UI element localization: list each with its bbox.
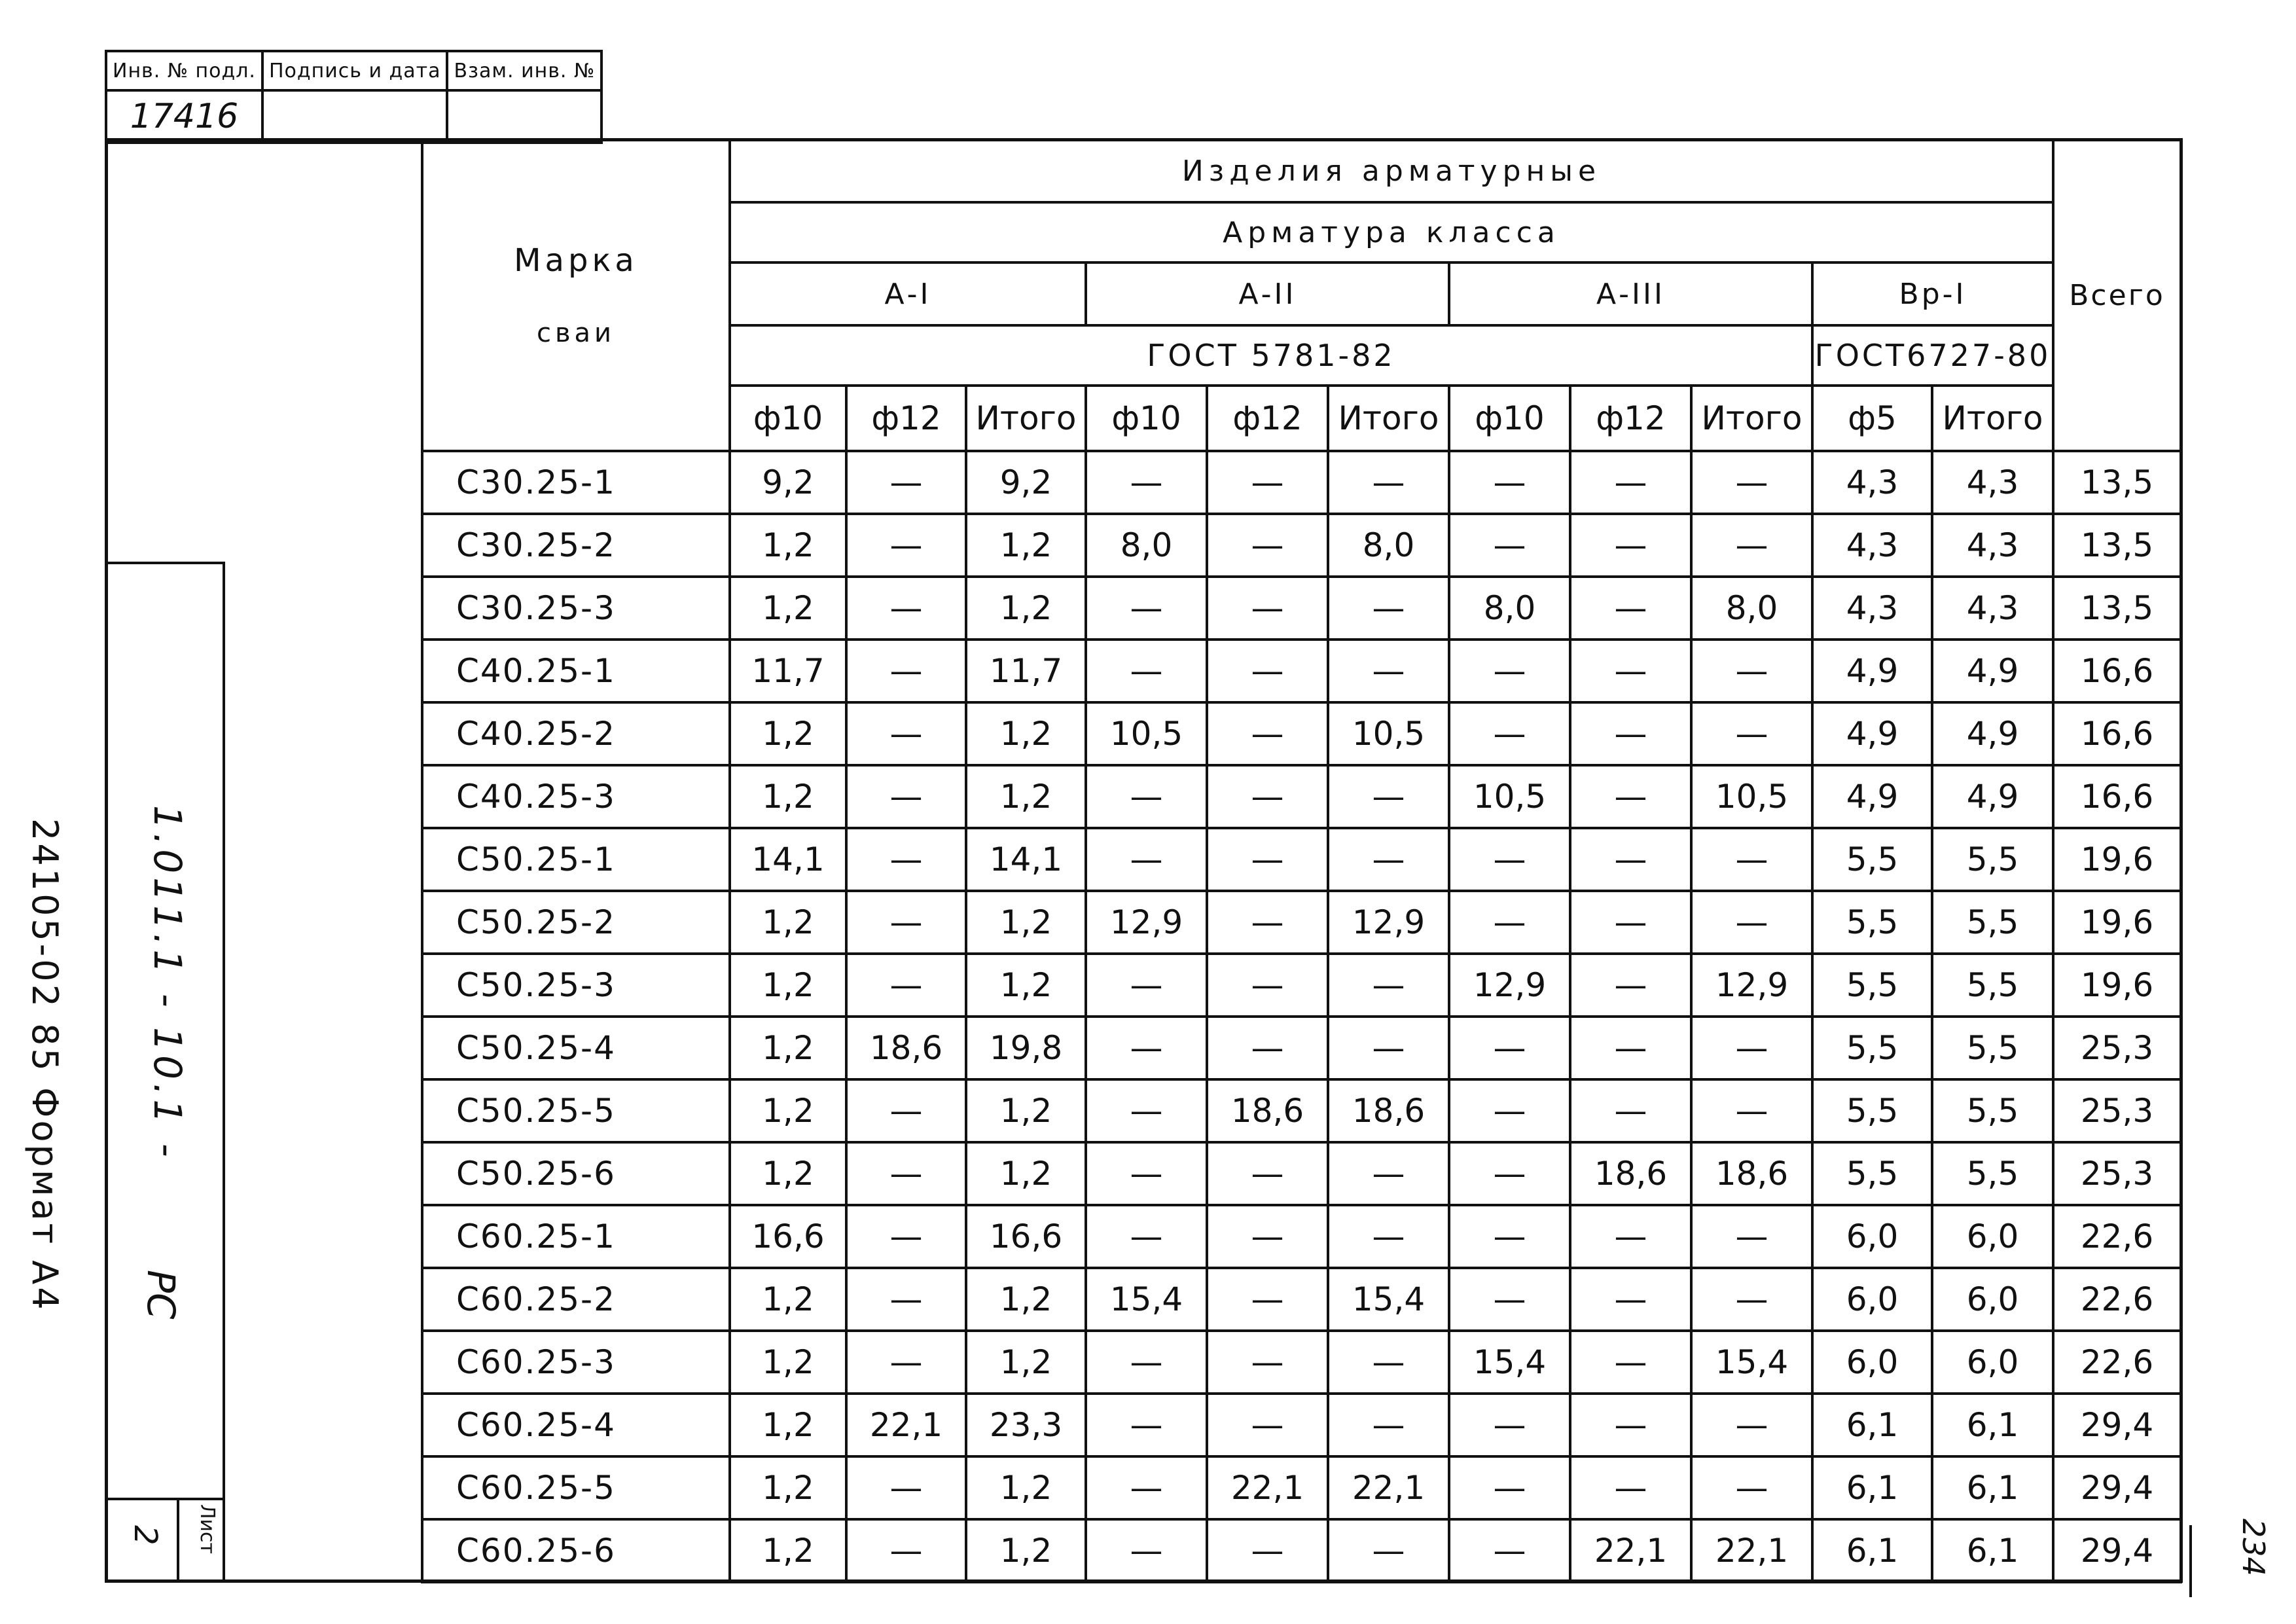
- value-cell: 18,6: [846, 1017, 966, 1079]
- value-cell: 4,9: [1812, 765, 1932, 828]
- value-cell: 5,5: [1812, 1142, 1932, 1205]
- value-cell: —: [846, 1331, 966, 1394]
- column-subheader: Итого: [1932, 386, 2053, 451]
- value-cell: —: [1691, 451, 1812, 514]
- pile-mark-cell: С60.25-2: [422, 1268, 730, 1331]
- value-cell: 5,5: [1932, 1017, 2053, 1079]
- sheet-number: 2: [127, 1525, 164, 1545]
- value-cell: 22,1: [1570, 1519, 1691, 1582]
- pile-mark-cell: С50.25-1: [422, 828, 730, 891]
- sheet-label: Лист: [196, 1504, 219, 1555]
- value-cell: 6,0: [1932, 1331, 2053, 1394]
- value-cell: —: [1449, 828, 1570, 891]
- value-cell: —: [1207, 514, 1328, 577]
- value-cell: —: [1691, 1079, 1812, 1142]
- total-cell: 25,3: [2053, 1079, 2181, 1142]
- value-cell: 1,2: [730, 1017, 846, 1079]
- pile-mark-cell: С30.25-1: [422, 451, 730, 514]
- value-cell: 5,5: [1812, 828, 1932, 891]
- value-cell: 1,2: [966, 1079, 1086, 1142]
- value-cell: 6,1: [1812, 1394, 1932, 1456]
- value-cell: —: [1328, 577, 1449, 640]
- table-row: [422, 1331, 2181, 1394]
- table-row: [422, 891, 2181, 954]
- value-cell: —: [1691, 1394, 1812, 1456]
- value-cell: 1,2: [966, 891, 1086, 954]
- table-row: [422, 1017, 2181, 1079]
- value-cell: —: [1449, 1268, 1570, 1331]
- value-cell: 4,3: [1812, 451, 1932, 514]
- value-cell: —: [1086, 577, 1207, 640]
- value-cell: —: [1207, 891, 1328, 954]
- column-subheader: ф5: [1812, 386, 1932, 451]
- total-cell: 19,6: [2053, 828, 2181, 891]
- inv-header: Инв. № подл.: [106, 51, 262, 90]
- total-cell: 16,6: [2053, 702, 2181, 765]
- value-cell: —: [1086, 1142, 1207, 1205]
- page-number-line: [2189, 1525, 2192, 1597]
- pile-mark-cell: С40.25-3: [422, 765, 730, 828]
- column-subheader: ф12: [846, 386, 966, 451]
- total-cell: 13,5: [2053, 514, 2181, 577]
- value-cell: 5,5: [1932, 828, 2053, 891]
- value-cell: 18,6: [1328, 1079, 1449, 1142]
- value-cell: 1,2: [966, 1519, 1086, 1582]
- sheet-box-top-line: [105, 1498, 225, 1500]
- value-cell: 1,2: [730, 1079, 846, 1142]
- table-row: [422, 1394, 2181, 1456]
- value-cell: 14,1: [730, 828, 846, 891]
- total-cell: 25,3: [2053, 1142, 2181, 1205]
- value-cell: —: [1449, 702, 1570, 765]
- pile-mark-cell: С50.25-2: [422, 891, 730, 954]
- value-cell: —: [1570, 1394, 1691, 1456]
- value-cell: 1,2: [966, 514, 1086, 577]
- value-cell: —: [1086, 828, 1207, 891]
- value-cell: —: [1328, 1017, 1449, 1079]
- pile-mark-cell: С60.25-5: [422, 1456, 730, 1519]
- column-subheader: ф12: [1207, 386, 1328, 451]
- value-cell: —: [1449, 1142, 1570, 1205]
- side-column-line: [223, 563, 225, 1581]
- value-cell: —: [846, 1079, 966, 1142]
- value-cell: 23,3: [966, 1394, 1086, 1456]
- value-cell: 14,1: [966, 828, 1086, 891]
- column-subheader: ф12: [1570, 386, 1691, 451]
- value-cell: —: [1691, 1205, 1812, 1268]
- value-cell: 4,3: [1932, 514, 2053, 577]
- value-cell: —: [1570, 954, 1691, 1017]
- marka-header-line2: сваи: [536, 318, 616, 348]
- value-cell: —: [846, 702, 966, 765]
- value-cell: 8,0: [1449, 577, 1570, 640]
- pile-mark-cell: С60.25-6: [422, 1519, 730, 1582]
- value-cell: 6,1: [1812, 1456, 1932, 1519]
- value-cell: —: [1086, 451, 1207, 514]
- value-cell: 6,1: [1932, 1456, 2053, 1519]
- value-cell: 1,2: [730, 1519, 846, 1582]
- value-cell: 4,9: [1932, 765, 2053, 828]
- value-cell: 5,5: [1932, 891, 2053, 954]
- value-cell: —: [1570, 891, 1691, 954]
- rebar-specification-table: [421, 138, 2182, 1583]
- value-cell: 6,1: [1812, 1519, 1932, 1582]
- value-cell: 5,5: [1932, 954, 2053, 1017]
- value-cell: 11,7: [730, 640, 846, 702]
- value-cell: 6,0: [1932, 1268, 2053, 1331]
- value-cell: 1,2: [966, 1331, 1086, 1394]
- value-cell: —: [1086, 1079, 1207, 1142]
- value-cell: —: [1207, 1331, 1328, 1394]
- table-row: [422, 1079, 2181, 1142]
- value-cell: —: [1570, 828, 1691, 891]
- value-cell: —: [1449, 1394, 1570, 1456]
- value-cell: —: [1086, 765, 1207, 828]
- value-cell: —: [1570, 514, 1691, 577]
- pile-mark-cell: С50.25-5: [422, 1079, 730, 1142]
- class-vr1-header: Вр-I: [1812, 262, 2053, 325]
- value-cell: —: [1570, 640, 1691, 702]
- value-cell: 6,0: [1932, 1205, 2053, 1268]
- value-cell: 10,5: [1086, 702, 1207, 765]
- value-cell: —: [846, 1519, 966, 1582]
- value-cell: —: [1207, 1519, 1328, 1582]
- value-cell: —: [1691, 514, 1812, 577]
- page-number: 234: [2236, 1519, 2271, 1576]
- frame-left-line: [105, 141, 108, 1583]
- value-cell: —: [1207, 1205, 1328, 1268]
- value-cell: 6,0: [1812, 1205, 1932, 1268]
- table-row: [422, 1456, 2181, 1519]
- value-cell: 1,2: [966, 577, 1086, 640]
- value-cell: 15,4: [1449, 1331, 1570, 1394]
- value-cell: —: [1449, 1456, 1570, 1519]
- value-cell: 4,3: [1932, 451, 2053, 514]
- pile-mark-cell: С30.25-2: [422, 514, 730, 577]
- total-cell: 13,5: [2053, 451, 2181, 514]
- value-cell: —: [846, 1456, 966, 1519]
- total-cell: 19,6: [2053, 954, 2181, 1017]
- value-cell: —: [1207, 1268, 1328, 1331]
- group-header: Изделия арматурные: [730, 139, 2053, 202]
- value-cell: —: [1086, 1205, 1207, 1268]
- table-row: [422, 1268, 2181, 1331]
- table-row: [422, 702, 2181, 765]
- total-cell: 29,4: [2053, 1456, 2181, 1519]
- order-text: 24105-02 85 Формат А4: [24, 818, 65, 1312]
- value-cell: 1,2: [730, 891, 846, 954]
- value-cell: 16,6: [730, 1205, 846, 1268]
- stamp-block: [105, 50, 603, 144]
- value-cell: 12,9: [1449, 954, 1570, 1017]
- marka-header-line1: Марка: [514, 242, 638, 279]
- value-cell: 1,2: [966, 702, 1086, 765]
- value-cell: 8,0: [1086, 514, 1207, 577]
- value-cell: —: [1328, 828, 1449, 891]
- value-cell: 12,9: [1328, 891, 1449, 954]
- value-cell: —: [1207, 1017, 1328, 1079]
- total-cell: 22,6: [2053, 1205, 2181, 1268]
- value-cell: 10,5: [1328, 702, 1449, 765]
- pile-mark-cell: С40.25-1: [422, 640, 730, 702]
- value-cell: —: [846, 640, 966, 702]
- value-cell: 22,1: [1691, 1519, 1812, 1582]
- value-cell: 5,5: [1812, 954, 1932, 1017]
- value-cell: 1,2: [730, 1394, 846, 1456]
- side-column-top-line: [105, 562, 225, 564]
- value-cell: —: [1328, 1205, 1449, 1268]
- value-cell: —: [846, 891, 966, 954]
- value-cell: 4,9: [1932, 702, 2053, 765]
- total-cell: 22,6: [2053, 1331, 2181, 1394]
- value-cell: 18,6: [1570, 1142, 1691, 1205]
- value-cell: —: [1570, 765, 1691, 828]
- sheet-box-divider: [177, 1499, 179, 1581]
- pile-mark-cell: С50.25-3: [422, 954, 730, 1017]
- value-cell: 5,5: [1812, 1079, 1932, 1142]
- total-cell: 16,6: [2053, 765, 2181, 828]
- value-cell: 1,2: [730, 702, 846, 765]
- value-cell: —: [1086, 1331, 1207, 1394]
- value-cell: —: [1570, 1331, 1691, 1394]
- value-cell: —: [1086, 954, 1207, 1017]
- column-subheader: ф10: [730, 386, 846, 451]
- value-cell: —: [1449, 1519, 1570, 1582]
- value-cell: —: [846, 514, 966, 577]
- value-cell: —: [1207, 765, 1328, 828]
- value-cell: 10,5: [1691, 765, 1812, 828]
- value-cell: —: [1328, 954, 1449, 1017]
- table-row: [422, 451, 2181, 514]
- value-cell: 15,4: [1328, 1268, 1449, 1331]
- value-cell: 1,2: [730, 765, 846, 828]
- value-cell: 6,0: [1812, 1268, 1932, 1331]
- value-cell: 1,2: [730, 1456, 846, 1519]
- value-cell: —: [1691, 1456, 1812, 1519]
- stage-code: РС: [139, 1270, 183, 1320]
- value-cell: 5,5: [1932, 1079, 2053, 1142]
- value-cell: 1,2: [730, 1268, 846, 1331]
- value-cell: —: [1449, 1017, 1570, 1079]
- value-cell: —: [1086, 1017, 1207, 1079]
- total-cell: 22,6: [2053, 1268, 2181, 1331]
- value-cell: —: [1207, 1394, 1328, 1456]
- inv-number: 17416: [106, 90, 262, 143]
- value-cell: 1,2: [966, 765, 1086, 828]
- value-cell: 1,2: [966, 954, 1086, 1017]
- pile-mark-cell: С60.25-4: [422, 1394, 730, 1456]
- value-cell: 9,2: [730, 451, 846, 514]
- value-cell: —: [1207, 451, 1328, 514]
- pile-mark-cell: С60.25-3: [422, 1331, 730, 1394]
- value-cell: —: [846, 828, 966, 891]
- value-cell: —: [1207, 577, 1328, 640]
- value-cell: —: [1449, 514, 1570, 577]
- table-row: [422, 1205, 2181, 1268]
- value-cell: —: [1570, 1456, 1691, 1519]
- value-cell: —: [1691, 640, 1812, 702]
- value-cell: —: [1328, 765, 1449, 828]
- value-cell: 11,7: [966, 640, 1086, 702]
- value-cell: 16,6: [966, 1205, 1086, 1268]
- pile-mark-cell: С40.25-2: [422, 702, 730, 765]
- value-cell: 22,1: [1328, 1456, 1449, 1519]
- table-row: [422, 954, 2181, 1017]
- value-cell: 1,2: [730, 954, 846, 1017]
- value-cell: —: [1570, 702, 1691, 765]
- value-cell: 4,9: [1812, 702, 1932, 765]
- value-cell: —: [1691, 1268, 1812, 1331]
- total-cell: 25,3: [2053, 1017, 2181, 1079]
- value-cell: —: [1086, 1519, 1207, 1582]
- value-cell: 6,1: [1932, 1394, 2053, 1456]
- pile-mark-cell: С50.25-6: [422, 1142, 730, 1205]
- document-code: 1.011.1 - 10.1 -: [145, 805, 190, 1161]
- value-cell: 15,4: [1086, 1268, 1207, 1331]
- value-cell: 1,2: [730, 577, 846, 640]
- column-subheader: ф10: [1449, 386, 1570, 451]
- value-cell: —: [1328, 1394, 1449, 1456]
- value-cell: —: [1570, 1079, 1691, 1142]
- gost-5781-header: ГОСТ 5781-82: [730, 325, 1812, 386]
- value-cell: —: [846, 1142, 966, 1205]
- value-cell: —: [1449, 451, 1570, 514]
- value-cell: —: [846, 577, 966, 640]
- column-subheader: Итого: [1691, 386, 1812, 451]
- value-cell: —: [1328, 1331, 1449, 1394]
- gost-6727-header: ГОСТ6727-80: [1812, 325, 2053, 386]
- value-cell: 9,2: [966, 451, 1086, 514]
- value-cell: 1,2: [966, 1142, 1086, 1205]
- value-cell: —: [846, 451, 966, 514]
- value-cell: —: [1328, 451, 1449, 514]
- column-subheader: Итого: [966, 386, 1086, 451]
- value-cell: 12,9: [1691, 954, 1812, 1017]
- value-cell: —: [1449, 1205, 1570, 1268]
- total-cell: 29,4: [2053, 1519, 2181, 1582]
- value-cell: —: [1207, 954, 1328, 1017]
- value-cell: 5,5: [1932, 1142, 2053, 1205]
- value-cell: 18,6: [1207, 1079, 1328, 1142]
- class-a1-header: А-I: [730, 262, 1086, 325]
- value-cell: —: [1691, 891, 1812, 954]
- value-cell: —: [1207, 828, 1328, 891]
- value-cell: —: [1570, 451, 1691, 514]
- total-cell: 29,4: [2053, 1394, 2181, 1456]
- pile-mark-cell: С30.25-3: [422, 577, 730, 640]
- column-subheader: Итого: [1328, 386, 1449, 451]
- value-cell: —: [1207, 640, 1328, 702]
- value-cell: —: [1449, 1079, 1570, 1142]
- value-cell: —: [846, 1205, 966, 1268]
- value-cell: —: [1328, 1519, 1449, 1582]
- signature-header: Подпись и дата: [262, 51, 448, 90]
- total-header: Всего: [2053, 139, 2181, 451]
- value-cell: —: [1449, 640, 1570, 702]
- column-subheader: ф10: [1086, 386, 1207, 451]
- value-cell: 4,3: [1812, 514, 1932, 577]
- value-cell: 4,9: [1932, 640, 2053, 702]
- total-cell: 13,5: [2053, 577, 2181, 640]
- total-cell: 16,6: [2053, 640, 2181, 702]
- value-cell: 8,0: [1328, 514, 1449, 577]
- value-cell: —: [1207, 1142, 1328, 1205]
- value-cell: —: [846, 1268, 966, 1331]
- value-cell: —: [1086, 1394, 1207, 1456]
- value-cell: —: [1086, 1456, 1207, 1519]
- replacement-header: Взам. инв. №: [447, 51, 601, 90]
- value-cell: —: [1691, 1017, 1812, 1079]
- value-cell: —: [846, 954, 966, 1017]
- pile-mark-cell: С60.25-1: [422, 1205, 730, 1268]
- value-cell: —: [1570, 577, 1691, 640]
- value-cell: 15,4: [1691, 1331, 1812, 1394]
- table-row: [422, 765, 2181, 828]
- value-cell: 4,3: [1932, 577, 2053, 640]
- value-cell: —: [1086, 640, 1207, 702]
- value-cell: —: [1328, 640, 1449, 702]
- value-cell: —: [846, 765, 966, 828]
- table-row: [422, 514, 2181, 577]
- value-cell: 1,2: [966, 1456, 1086, 1519]
- value-cell: 12,9: [1086, 891, 1207, 954]
- table-row: [422, 640, 2181, 702]
- pile-mark-cell: С50.25-4: [422, 1017, 730, 1079]
- value-cell: —: [1570, 1017, 1691, 1079]
- marka-header: [422, 139, 730, 451]
- value-cell: —: [1207, 702, 1328, 765]
- value-cell: 1,2: [730, 1331, 846, 1394]
- table-row: [422, 1142, 2181, 1205]
- value-cell: 4,3: [1812, 577, 1932, 640]
- value-cell: 5,5: [1812, 1017, 1932, 1079]
- signature-value: [262, 90, 448, 143]
- table-row: [422, 577, 2181, 640]
- value-cell: 1,2: [966, 1268, 1086, 1331]
- value-cell: —: [1328, 1142, 1449, 1205]
- value-cell: 6,0: [1812, 1331, 1932, 1394]
- class-a2-header: А-II: [1086, 262, 1449, 325]
- table-row: [422, 828, 2181, 891]
- replacement-value: [447, 90, 601, 143]
- total-cell: 19,6: [2053, 891, 2181, 954]
- value-cell: —: [1570, 1205, 1691, 1268]
- value-cell: 5,5: [1812, 891, 1932, 954]
- value-cell: 18,6: [1691, 1142, 1812, 1205]
- value-cell: 6,1: [1932, 1519, 2053, 1582]
- value-cell: —: [1570, 1268, 1691, 1331]
- class-a3-header: А-III: [1449, 262, 1812, 325]
- value-cell: 1,2: [730, 514, 846, 577]
- value-cell: —: [1691, 702, 1812, 765]
- value-cell: 10,5: [1449, 765, 1570, 828]
- value-cell: 22,1: [1207, 1456, 1328, 1519]
- subgroup-header: Арматура класса: [730, 202, 2053, 262]
- value-cell: —: [1449, 891, 1570, 954]
- value-cell: 22,1: [846, 1394, 966, 1456]
- value-cell: 19,8: [966, 1017, 1086, 1079]
- value-cell: 8,0: [1691, 577, 1812, 640]
- table-row: [422, 1519, 2181, 1582]
- value-cell: 1,2: [730, 1142, 846, 1205]
- value-cell: —: [1691, 828, 1812, 891]
- value-cell: 4,9: [1812, 640, 1932, 702]
